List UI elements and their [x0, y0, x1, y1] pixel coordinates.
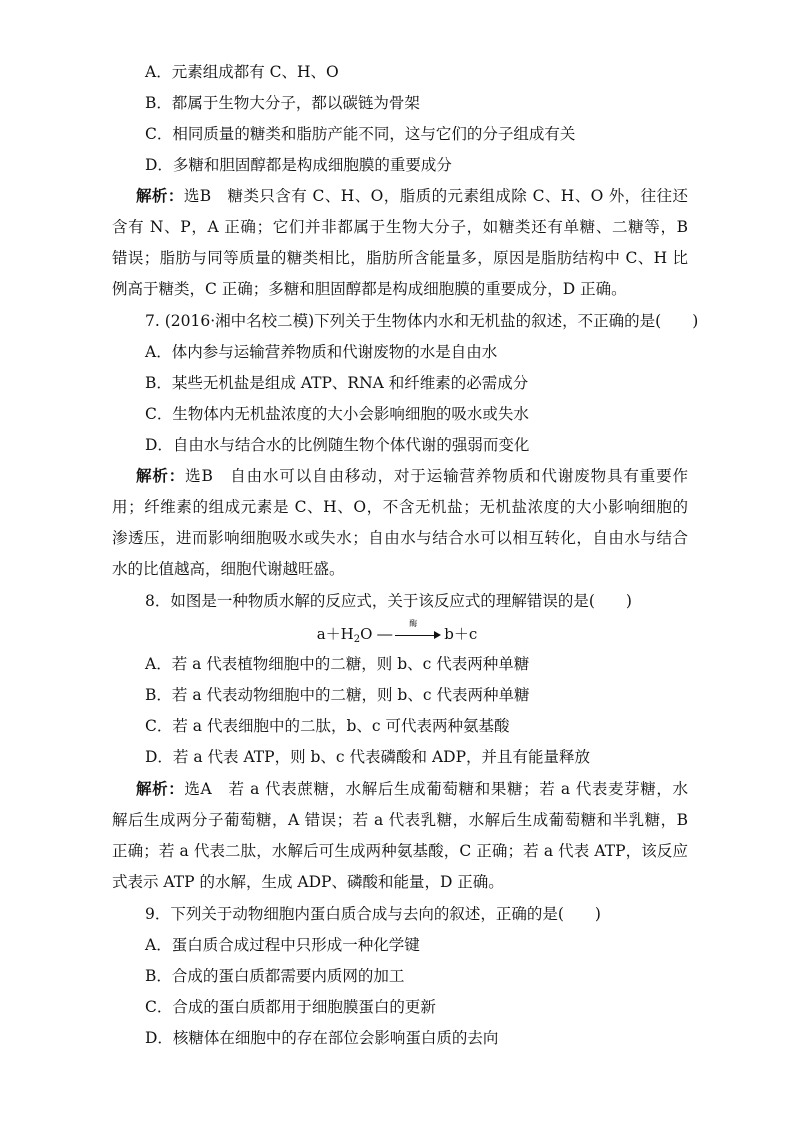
q7-option-b: B．某些无机盐是组成 ATP、RNA 和纤维素的必需成分	[145, 374, 529, 392]
q8-reaction-equation	[0, 619, 794, 645]
q8-option-d: D．若 a 代表 ATP，则 b、c 代表磷酸和 ADP，并且有能量释放	[145, 748, 590, 766]
equation-reactant-a: a＋H	[316, 625, 354, 643]
q7-stem: 7. (2016·湘中名校二模)下列关于生物体内水和无机盐的叙述，不正确的是( )	[145, 312, 699, 330]
q6-option-b: B．都属于生物大分子，都以碳链为骨架	[145, 94, 420, 112]
q6-option-a: A．元素组成都有 C、H、O	[145, 63, 339, 81]
q8-analysis-label: 解析：	[136, 779, 185, 798]
q6-analysis-label: 解析：	[136, 186, 184, 205]
q7-analysis-line-2: 用；纤维素的组成元素是 C、H、O，不含无机盐；无机盐浓度的大小影响细胞的	[112, 498, 688, 516]
q7-analysis-line-4: 水的比值越高，细胞代谢越旺盛。	[112, 560, 345, 578]
q6-analysis-line-3: 错误；脂肪与同等质量的糖类相比，脂肪所含能量多，原因是脂肪结构中 C、H 比	[112, 249, 688, 267]
q6-option-d: D．多糖和胆固醇都是构成细胞膜的重要成分	[145, 156, 452, 174]
q7-analysis-line-1: 解析：选B 自由水可以自由移动，对于运输营养物质和代谢废物具有重要作	[136, 466, 688, 485]
q8-option-c: C．若 a 代表细胞中的二肽，b、c 可代表两种氨基酸	[145, 717, 510, 735]
q8-analysis-line-2: 解后生成两分子葡萄糖，A 错误；若 a 代表乳糖，水解后生成葡萄糖和半乳糖，B	[112, 811, 688, 829]
q6-analysis-line-4: 例高于糖类，C 正确；多糖和胆固醇都是构成细胞膜的重要成分，D 正确。	[112, 280, 627, 298]
q6-analysis-line-1: 解析：选B 糖类只含有 C、H、O，脂质的元素组成除 C、H、O 外，往往还	[136, 186, 688, 205]
q7-analysis-line-3: 渗透压，进而影响细胞吸水或失水；自由水与结合水可以相互转化，自由水与结合	[112, 529, 688, 547]
equation-subscript: 2	[353, 634, 361, 645]
q6-analysis-line-2: 含有 N、P，A 正确；它们并非都属于生物大分子，如糖类还有单糖、二糖等，B	[112, 218, 688, 236]
equation-dash: ―	[377, 625, 393, 643]
reaction-arrow-icon	[395, 619, 441, 640]
q7-analysis-label: 解析：	[136, 466, 186, 485]
q9-option-a: A．蛋白质合成过程中只形成一种化学键	[145, 936, 420, 954]
q6-option-c: C．相同质量的糖类和脂肪产能不同，这与它们的分子组成有关	[145, 125, 576, 143]
q9-option-c: C．合成的蛋白质都用于细胞膜蛋白的更新	[145, 998, 436, 1016]
enzyme-label: 酶	[409, 619, 418, 628]
q8-option-b: B．若 a 代表动物细胞中的二糖，则 b、c 代表两种单糖	[145, 686, 530, 704]
q9-option-d: D．核糖体在细胞中的存在部位会影响蛋白质的去向	[145, 1029, 499, 1047]
q8-stem: 8．如图是一种物质水解的反应式，关于该反应式的理解错误的是( )	[145, 592, 632, 610]
q9-stem: 9．下列关于动物细胞内蛋白质合成与去向的叙述，正确的是( )	[145, 905, 601, 923]
equation-products: b＋c	[444, 625, 478, 643]
q8-analysis-line-4: 式表示 ATP 的水解，生成 ADP、磷酸和能量，D 正确。	[112, 873, 504, 891]
equation-reactant-o: O	[360, 625, 373, 643]
q8-analysis-line-3: 正确；若 a 代表二肽，水解后可生成两种氨基酸，C 正确；若 a 代表 ATP，该反应	[112, 842, 688, 860]
q9-option-b: B．合成的蛋白质都需要内质网的加工	[145, 967, 405, 985]
q8-analysis-line-1: 解析：选A 若 a 代表蔗糖，水解后生成葡萄糖和果糖；若 a 代表麦芽糖，水	[136, 779, 688, 798]
q7-option-c: C．生物体内无机盐浓度的大小会影响细胞的吸水或失水	[145, 405, 529, 423]
q8-option-a: A．若 a 代表植物细胞中的二糖，则 b、c 代表两种单糖	[145, 655, 530, 673]
q7-option-d: D．自由水与结合水的比例随生物个体代谢的强弱而变化	[145, 436, 530, 454]
q7-option-a: A．体内参与运输营养物质和代谢废物的水是自由水	[145, 343, 498, 361]
